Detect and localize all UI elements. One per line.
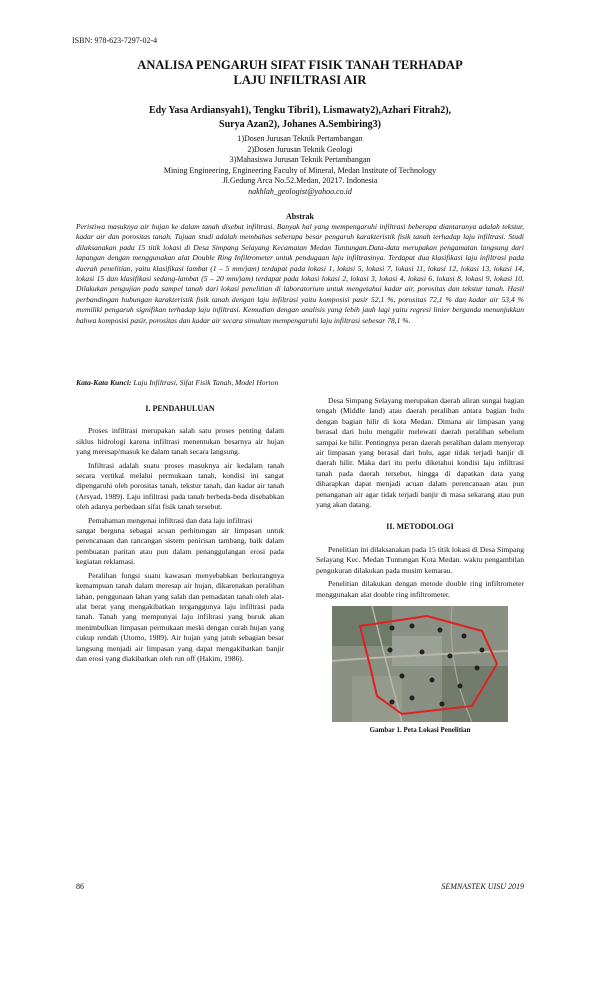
abstract-text: Peristiwa masuknya air hujan ke dalam tanah disebut infiltrasi. Banyak hal yang mempengaruhi infiltrasi beberapa diantaranya adalah tekstur, kadar air dan porositas tanah. Tujuan studi adalah membahas seberapa besar pengaruh karakteristik fisik tanah terhadap laju infiltrasi. Studi dilaksanakan pada 15 titik lokasi di Desa Simpang Selayang Kecamatan Medan Tuntungan.Data-data merupakan pengamatan langsung dari lapangan dengan menggunakan alat Double Ring Infiltrometer untuk pendugaan laju infiltrasinya. Terdapat dua klasifikasi laju infiltrasi pada daerah penelitian, yaitu klasifikasi lambat (1 – 5 mm/jam) terdapat pada lokasi 1, lokasi 5, lokasi 7, lokasi 11, lokasi 12, lokasi 13, lokasi 14, lokasi 15 dan klasifikasi sedang-lambat (5 – 20 mm/jam) terdapat pada lokasi lokasi 2, lokasi 3, lokasi 4, lokasi 6, lokasi 8, lokasi 9, lokasi 10. Dilakukan pengujian pada sampel tanah dari lokasi penelitian di laboratorium untuk mengetahui kadar air, porositas dan tekstur tanah. Hasil perbandingan hubungan karakteristik fisik tanah dengan laju infiltrasi yaitu komposisi pasir 52,1 %, porositas 72,1 % dan kadar air 53,4 % memiliki pengaruh signifikan terhadap laju infiltrasi. Kemudian dengan analisis yang lebih jauh lagi yaitu regresi linier berganda menunjukkan bahwa komposisi pasir, porositas dan kadar air secara simultan mempengaruhi laju infiltrasi sebesar 78,1 %. [76,222,524,325]
page-number: 86 [76,882,84,891]
affiliation-email: nakhlah_geologist@yahoo.co.id [248,186,352,196]
keywords-label: Kata-Kata Kunci: [76,378,132,387]
affiliation-3: 3)Mahasiswa Jurusan Teknik Pertambangan [229,155,371,164]
conference-name: SEMNASTEK UISU 2019 [441,882,524,891]
keywords [76,378,524,387]
paragraph: Penelitian ini dilaksanakan pada 15 titik lokasi di Desa Simpang Selayang Kec. Medan Tuntungan Kota Medan. waktu pengambilan pengukuran dilakukan pada musim kemarau. [316,544,524,575]
left-column [76,396,284,667]
location-map-figure [332,606,508,722]
affiliation-1: 1)Dosen Jurusan Teknik Pertambangan [237,134,363,143]
keywords-text: Laju Infiltrasi, Sifat Fisik Tanah, Model Horton [131,378,279,387]
title-line-2: LAJU INFILTRASI AIR [233,73,367,87]
paragraph: sangat berguna sebagai acuan perhitungan air limpasan untuk perencanaan dan rancangan sistem penirisan tambang, baik dalam pembuatan paritan atau pun dalam penanggulangan erosi pada kegiatan reklamasi. [76,526,284,567]
paper-title [60,58,540,88]
affiliation-address: Jl.Gedung Arca No.52.Medan, 20217. Indonesia [222,176,378,185]
authors-line-1: Edy Yasa Ardiansyah1), Tengku Tibri1), Lismawaty2),Azhari Fitrah2), [148,105,452,116]
affiliation-2: 2)Dosen Jurusan Teknik Geologi [247,144,353,154]
paragraph: Pemahaman mengenai infiltrasi dan data laju infiltrasi [88,515,253,525]
paragraph: Desa Simpang Selayang merupakan daerah aliran sungai bagian tengah (Middle land) atau daerah peralihan antara bagian hulu dengan bagian hilir di kota Medan. Dimana air limpasan yang berasal dari hulu mengalir melewati daerah peralihan sebelum sampai ke hilir. Pentingnya peran daerah peralihan dalam menyerap air limpasan yang berasal dari hulu, agar tidak terjadi banjir di daerah hilir. Maka dari itu perlu diketahui kondisi laju infiltrasi tanah pada daerah tersebut, hingga di dapatkan data yang diharapkan dapat menjadi acuan dalam perencanaan atau pun penanganan air agar tidak terjadi banjir di masa sekarang atau pun yang akan datang. [316,396,524,510]
affiliations [60,134,540,197]
abstract-heading: Abstrak [285,212,314,221]
affiliation-institution: Mining Engineering, Engineering Faculty of Mineral, Medan Institute of Technology [163,165,437,175]
title-line-1: ANALISA PENGARUH SIFAT FISIK TANAH TERHADAP [137,58,463,72]
authors [60,104,540,132]
isbn: ISBN: 978-623-7297-02-4 [72,36,158,45]
section-heading-metodologi: II. METODOLOGI [386,522,454,532]
authors-line-2: Surya Azan2), Johanes A.Sembiring3) [219,119,381,130]
satellite-map-image [332,606,508,722]
paragraph: Proses infiltrasi merupakan salah satu proses penting dalam siklus hidrologi karena infiltrasi menentukan besarnya air hujan yang meresap/masuk ke dalam tanah secara langsung. [76,426,284,457]
paragraph: Peralihan fungsi suatu kawasan menyebabkan berkurangnya kemampuan tanah dalam meresap air hujan, dikarenakan peralihan lahan, penggunaan lahan yang salah dan pemadatan tanah oleh alat-alat berat yang mengakibatkan terganggunya laju infiltrasi pada tanah. Tanah yang mempunyai laju infiltrasi yang buruk akan menimbulkan limpasan permukaan meski dengan curah hujan yang cukup rendah (Utomo, 1989). Air hujan yang jatuh sebagian besar langsung menjadi air limpasan yang dapat mengakibatkan banjir dan erosi yang diakibatkan oleh run off (Hakim, 1986). [76,570,284,663]
section-heading-pendahuluan: I. PENDAHULUAN [145,404,215,413]
right-column [316,396,524,735]
paragraph: Infiltrasi adalah suatu proses masuknya air kedalam tanah secara vertikal melalui permukaan tanah, kondisi ini sangat dipengaruhi oleh porositas tanah, tekstur tanah, dan kadar air tanah (Arsyad, 1989). Laju infiltrasi pada tanah berbeda-beda disebabkan oleh adanya perbedaan sifat fisik tanah tersebut. [76,460,284,512]
paragraph: Penelitian dilakukan dengan metode double ring infiltrometer menggunakan alat double ring infiltrometer. [316,579,524,599]
figure-caption: Gambar 1. Peta Lokasi Penelitian [369,725,471,734]
